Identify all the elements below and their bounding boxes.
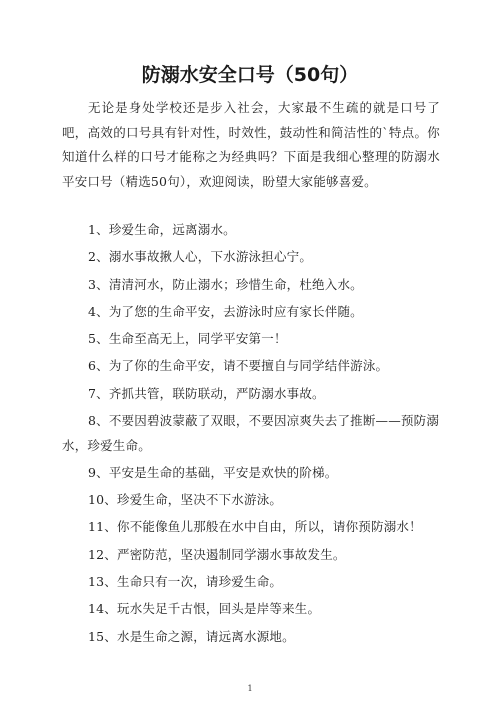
intro-paragraph: 无论是身处学校还是步入社会，大家最不生疏的就是口号了吧，高效的口号具有针对性，时效性，鼓动性和简洁性的`特点。你知道什么样的口号才能称之为经典吗？下面是我细心整理的防溺水平安口号（精选50句），欢迎阅读，盼望大家能够喜爱。	[62, 100, 440, 189]
slogan-item: 2、溺水事故揪人心，下水游泳担心宁。	[88, 249, 313, 265]
slogan-item: 4、为了您的生命平安，去游泳时应有家长伴随。	[88, 303, 363, 319]
slogan-item: 6、为了你的生命平安，请不要擅自与同学结伴游泳。	[88, 358, 389, 374]
slogan-item: 7、齐抓共管，联防联动，严防溺水事故。	[88, 385, 325, 401]
slogan-item: 3、清清河水，防止溺水；珍惜生命，杜绝入水。	[88, 276, 363, 292]
document-title: 防溺水安全口号（50句）	[141, 64, 359, 86]
slogan-item: 13、生命只有一次，请珍爱生命。	[88, 574, 283, 590]
page-number: 1	[247, 684, 253, 693]
slogan-item: 9、平安是生命的基础，平安是欢快的阶梯。	[88, 464, 338, 480]
slogan-item: 8、不要因碧波蒙蔽了双眼，不要因凉爽失去了推断——预防溺水，珍爱生命。	[62, 413, 440, 453]
slogan-item: 5、生命至高无上，同学平安第一！	[88, 331, 287, 347]
slogan-item: 11、你不能像鱼儿那般在水中自由，所以，请你预防溺水！	[88, 519, 422, 535]
slogan-item: 15、水是生命之源，请远离水源地。	[88, 628, 295, 644]
slogan-item: 14、玩水失足千古恨，回头是岸等来生。	[88, 601, 321, 617]
slogan-item: 10、珍爱生命，坚决不下水游泳。	[88, 492, 283, 508]
slogan-item: 1、珍爱生命，远离溺水。	[88, 222, 236, 237]
slogan-list	[62, 218, 442, 652]
slogan-item: 12、严密防范，坚决遏制同学溺水事故发生。	[88, 546, 346, 562]
